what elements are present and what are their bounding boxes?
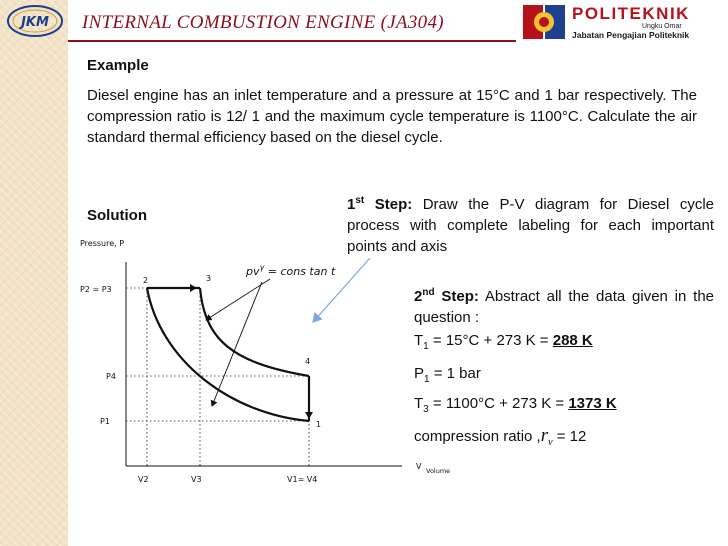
example-heading: Example [87,57,149,74]
point-3-label: 3 [206,274,212,283]
step1-label: Step: [364,196,413,213]
politeknik-department: Jabatan Pengajian Politeknik [572,30,690,40]
tick-v3: V3 [191,475,202,484]
p1-symbol: P [414,365,425,382]
y-axis-label: Pressure, P [80,239,125,248]
step2-description: Abstract all the data given in the question : [414,288,714,326]
tick-v1-v4: V1= V4 [287,475,318,484]
point-2-label: 2 [143,276,149,285]
solution-heading: Solution [87,207,147,224]
t3-symbol: T [414,395,424,412]
step2-number: 2 [414,288,423,305]
page-title: INTERNAL COMBUSTION ENGINE (JA304) [82,12,444,33]
step1-description: Draw the P-V diagram for Diesel cycle process with complete labeling for each important points and axis [347,196,714,255]
point-4-label: 4 [305,357,311,366]
equation-rest: = cons tan t [264,265,336,278]
polytropic-equation [245,263,336,278]
example-text: Diesel engine has an inlet temperature and a pressure at 15°C and 1 bar respectively. The compression ratio is 12/ 1 and the maximum cycle temperature is 1100°C. Calculate the air standard thermal efficiency based on the diesel cycle. [87,87,697,146]
step2-label: Step: [434,288,479,305]
t1-expression: = 15°C + 273 K = [428,332,553,349]
p1-subscript: 1 [424,374,430,385]
equation-base: pv [246,265,260,278]
t1-symbol: T [414,332,424,349]
t3-subscript: 3 [423,404,429,415]
process-1-2-compression [147,288,309,421]
politeknik-campus: Ungku Omar [642,23,682,30]
p1-expression: = 1 bar [429,365,481,382]
ratio-subscript: v [548,437,553,448]
tick-p2-p3: P2 = P3 [80,285,112,294]
t1-subscript: 1 [423,341,429,352]
step1-ordinal: st [355,195,365,206]
guide-lines [126,288,309,466]
ratio-label: compression ratio , [414,428,541,445]
politeknik-name: POLITEKNIK [572,4,690,23]
tick-v2: V2 [138,475,149,484]
ratio-symbol: r [540,425,549,446]
t3-result: 1373 K [568,395,617,412]
kkm-logo-text: JKM [21,15,49,30]
point-1-label: 1 [316,420,322,429]
step2-ordinal: nd [422,287,435,298]
t3-expression: = 1100°C + 273 K = [428,395,569,412]
step1-number: 1 [347,196,356,213]
diesel-cycle [147,288,309,421]
tick-p4: P4 [106,372,116,381]
ratio-expression: = 12 [552,428,587,445]
x-axis-sublabel: Volume [426,467,451,475]
tick-p1: P1 [100,417,110,426]
t1-result: 288 K [552,332,593,349]
equation-exponent: γ [259,263,265,272]
x-axis-label: V [416,462,422,471]
